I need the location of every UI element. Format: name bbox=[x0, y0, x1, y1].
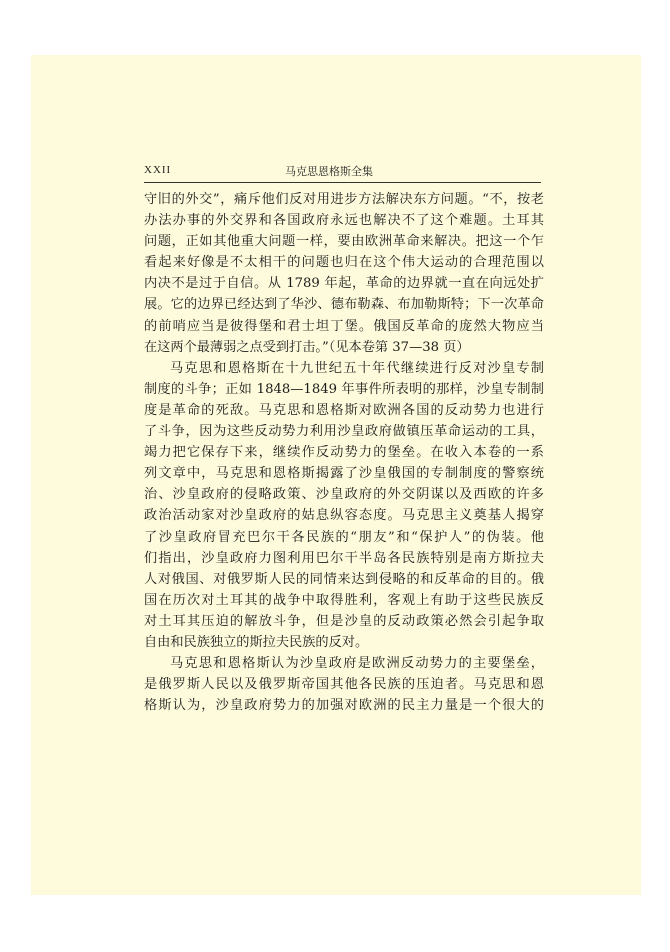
text-line: 政治活动家对沙皇政府的姑息纵容态度。马克思主义奠基人揭穿 bbox=[144, 508, 544, 524]
text-line: 竭力把它保存下来，继续作反动势力的堡垒。在收入本卷的一系 bbox=[144, 445, 544, 461]
text-line: 制度的斗争；正如 1848—1849 年事件所表明的那样，沙皇专制制 bbox=[144, 381, 544, 397]
text-line: 对土耳其压迫的解放斗争，但是沙皇的反动政策必然会引起争取 bbox=[144, 613, 544, 629]
text-line: 看起来好像是不太相干的问题也归在这个伟大运动的合理范围以 bbox=[144, 255, 544, 271]
text-line: 人对俄国、对俄罗斯人民的同情来达到侵略的和反革命的目的。俄 bbox=[144, 571, 544, 587]
text-line: 格斯认为，沙皇政府势力的加强对欧洲的民主力量是一个很大的 bbox=[144, 698, 544, 714]
text-line: 自由和民族独立的斯拉夫民族的反对。 bbox=[144, 634, 369, 650]
text-line: 们指出，沙皇政府力图利用巴尔干半岛各民族特别是南方斯拉夫 bbox=[144, 550, 544, 566]
header-rule bbox=[144, 182, 541, 183]
text-line: 列文章中，马克思和恩格斯揭露了沙皇俄国的专制制度的警察统 bbox=[144, 466, 544, 482]
text-line: 国在历次对土耳其的战争中取得胜利，客观上有助于这些民族反 bbox=[144, 592, 544, 608]
text-line: 马克思和恩格斯认为沙皇政府是欧洲反动势力的主要堡垒， bbox=[170, 656, 544, 672]
text-line: 了斗争，因为这些反动势力利用沙皇政府做镇压革命运动的工具， bbox=[144, 424, 544, 440]
text-line: 治、沙皇政府的侵略政策、沙皇政府的外交阴谋以及西欧的许多 bbox=[144, 487, 544, 503]
text-line: 展。它的边界已经达到了华沙、德布勒森、布加勒斯特；下一次革命 bbox=[144, 297, 544, 313]
running-header-title: 马克思恩格斯全集 bbox=[285, 165, 373, 178]
text-line: 的前哨应当是彼得堡和君士坦丁堡。俄国反革命的庞然大物应当 bbox=[144, 318, 544, 334]
page-number: XXII bbox=[144, 164, 172, 176]
text-line: 办法办事的外交界和各国政府永远也解决不了这个难题。土耳其 bbox=[144, 213, 544, 229]
text-line: 在这两个最薄弱之点受到打击。”（见本卷第 37—38 页） bbox=[144, 339, 470, 355]
body-text bbox=[144, 189, 544, 716]
text-line: 问题，正如其他重大问题一样，要由欧洲革命来解决。把这一个乍 bbox=[144, 234, 544, 250]
text-line: 了沙皇政府冒充巴尔干各民族的“朋友”和“保护人”的伪装。他 bbox=[144, 529, 544, 545]
text-line: 守旧的外交”，痛斥他们反对用进步方法解决东方问题。“不，按老 bbox=[144, 192, 544, 207]
text-line: 内决不是过于自信。从 1789 年起，革命的边界就一直在向远处扩 bbox=[144, 276, 544, 292]
text-line: 度是革命的死敌。马克思和恩格斯对欧洲各国的反动势力也进行 bbox=[144, 402, 544, 418]
text-line: 是俄罗斯人民以及俄罗斯帝国其他各民族的压迫者。马克思和恩 bbox=[144, 677, 544, 693]
text-line: 马克思和恩格斯在十九世纪五十年代继续进行反对沙皇专制 bbox=[170, 360, 544, 376]
